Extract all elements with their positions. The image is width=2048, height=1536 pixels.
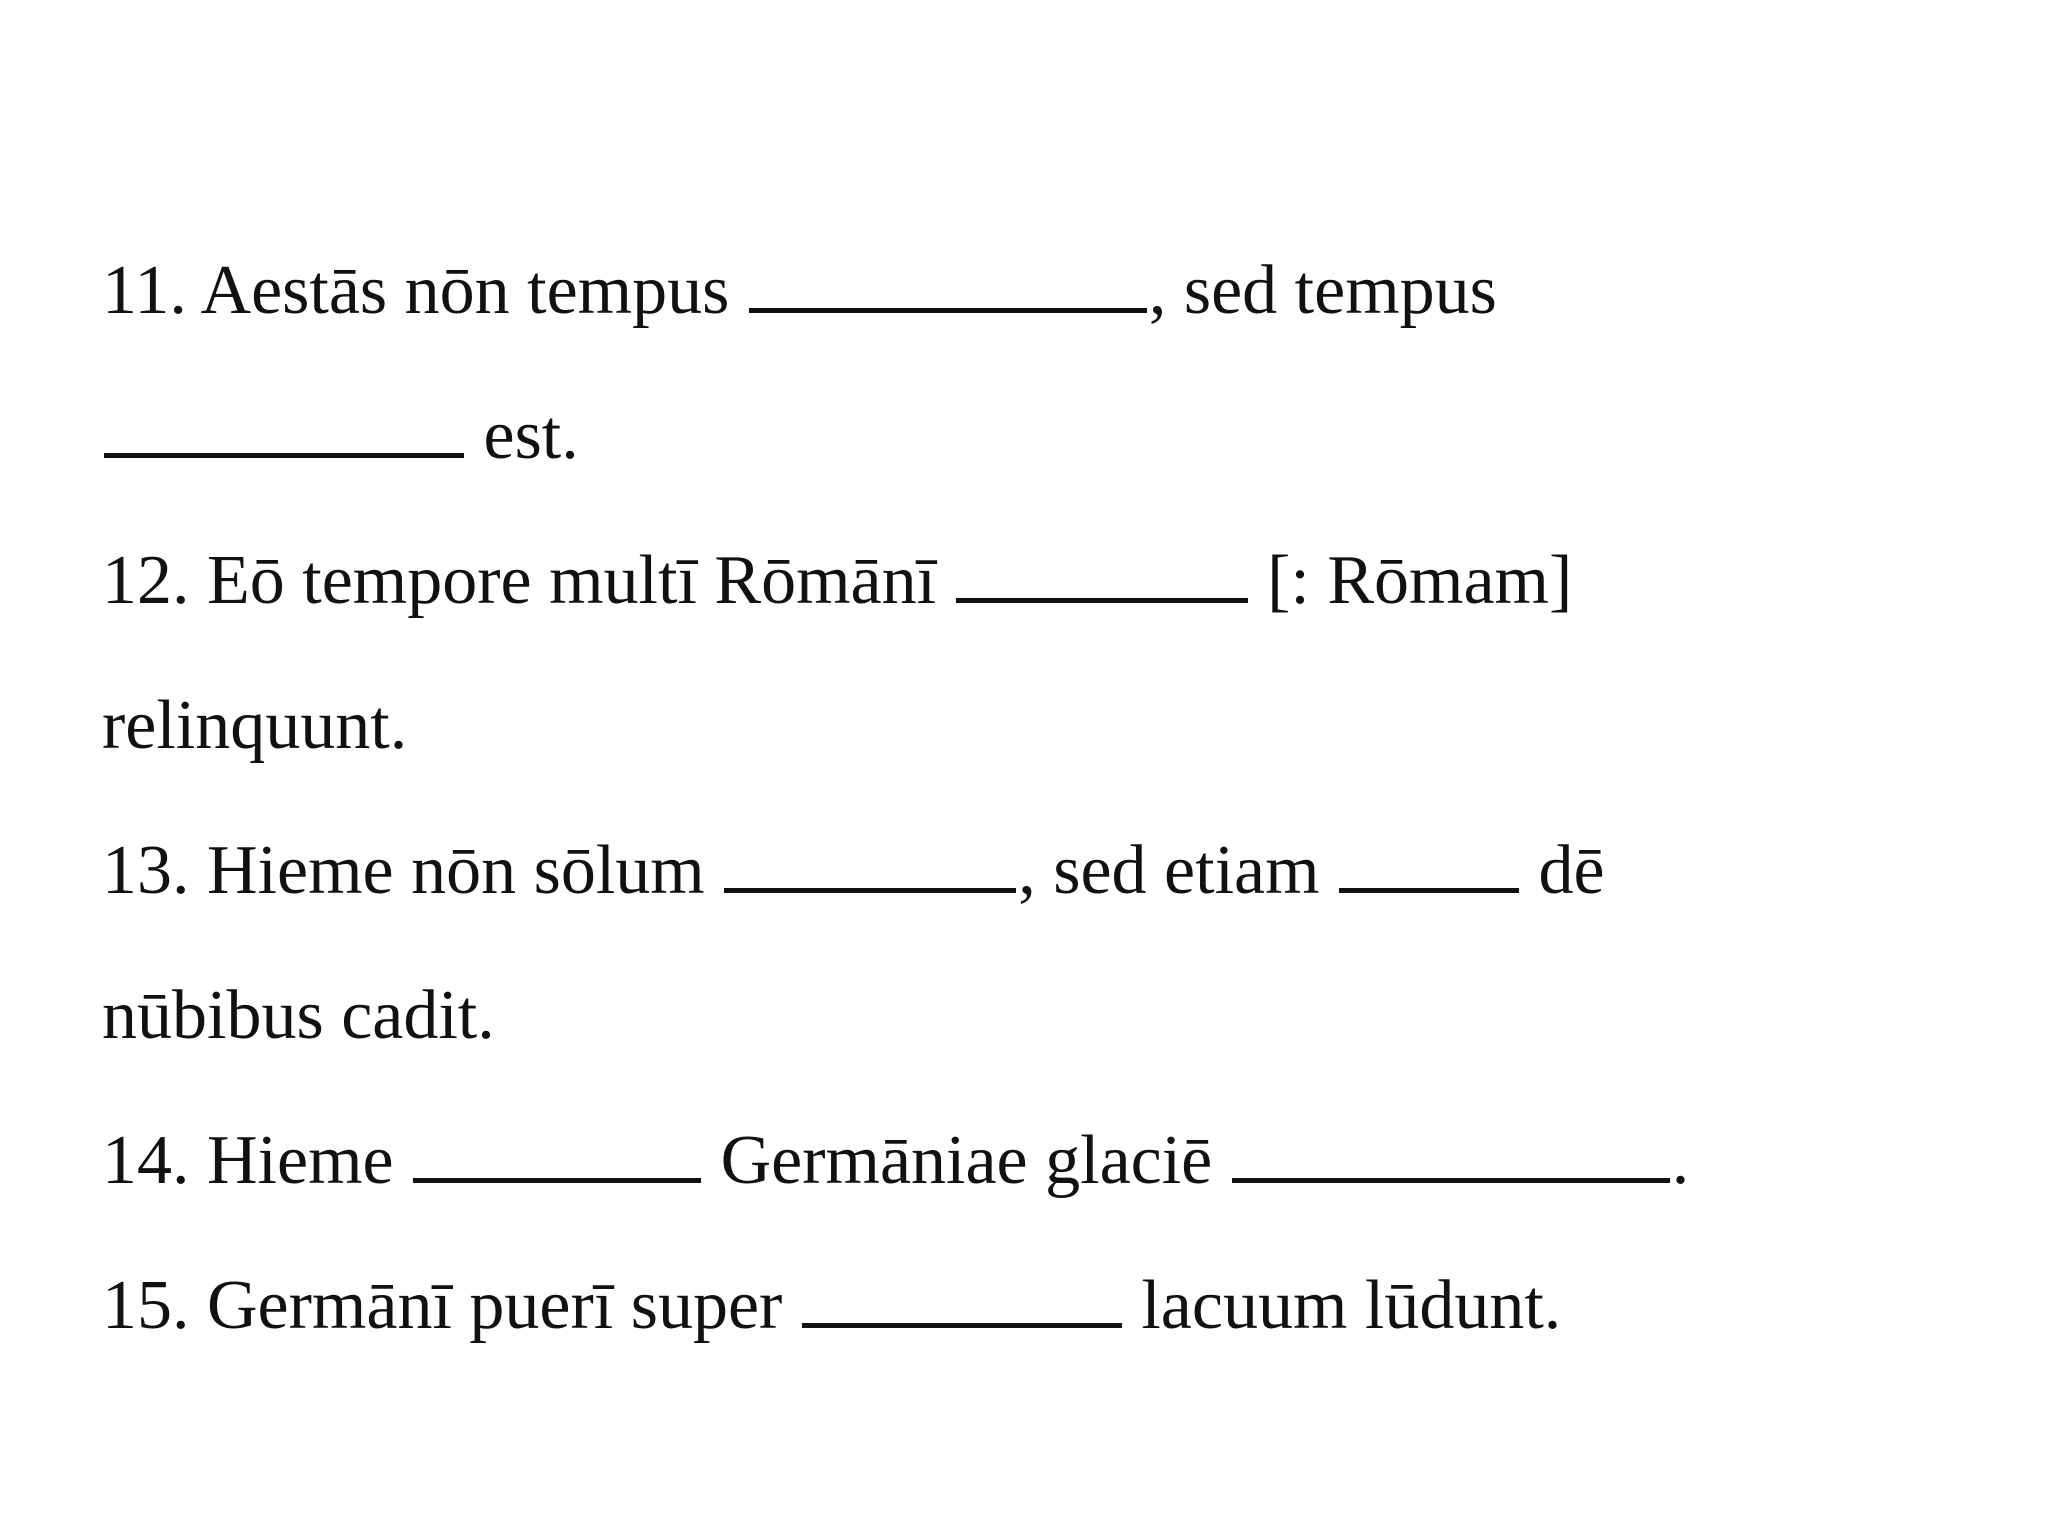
exercise-11-line-2	[102, 363, 1982, 508]
exercise-13-blank-2[interactable]	[1339, 825, 1519, 893]
exercise-14-blank-1[interactable]	[413, 1115, 701, 1183]
exercise-11-text-1: Aestās nōn tempus	[200, 252, 730, 329]
exercise-11-text-2: , sed tempus	[1148, 252, 1497, 329]
exercise-15-line-1	[102, 1233, 1982, 1378]
exercise-12-text-1: Eō tempore multī Rōmānī	[207, 542, 937, 619]
exercise-14-text-1: Hieme	[207, 1122, 394, 1199]
exercise-15-text-2: lacuum lūdunt.	[1141, 1267, 1562, 1344]
exercise-12-blank-1[interactable]	[956, 535, 1248, 603]
exercise-13-text-2: , sed etiam	[1018, 832, 1320, 909]
exercise-13-number: 13.	[102, 832, 190, 909]
exercise-15-blank-1[interactable]	[802, 1260, 1122, 1328]
exercise-12-text-2: [: Rōmam]	[1267, 542, 1573, 619]
exercise-13-blank-1[interactable]	[724, 825, 1016, 893]
exercise-11-blank-1[interactable]	[749, 245, 1147, 313]
exercise-11-line-1	[102, 218, 1982, 363]
exercise-11-number: 11.	[102, 252, 187, 329]
exercise-12-line-1	[102, 508, 1982, 653]
exercise-14-line-1	[102, 1088, 1982, 1233]
exercise-15-text-1: Germānī puerī super	[207, 1267, 783, 1344]
exercise-14-number: 14.	[102, 1122, 190, 1199]
exercise-11-text-3: est.	[483, 397, 579, 474]
exercise-13-text-1: Hieme nōn sōlum	[207, 832, 705, 909]
exercise-13-text-4: nūbibus cadit.	[102, 977, 495, 1054]
exercise-12-line-2	[102, 653, 1982, 798]
exercise-14-blank-2[interactable]	[1232, 1115, 1670, 1183]
exercise-13-line-2	[102, 943, 1982, 1088]
exercise-14-text-3: .	[1671, 1122, 1690, 1199]
exercise-15-number: 15.	[102, 1267, 190, 1344]
exercise-list	[102, 218, 1982, 1378]
exercise-11-blank-2[interactable]	[104, 390, 464, 458]
exercise-13-text-3: dē	[1538, 832, 1605, 909]
exercise-12-text-3: relinquunt.	[102, 687, 408, 764]
exercise-12-number: 12.	[102, 542, 190, 619]
exercise-13-line-1	[102, 798, 1982, 943]
exercise-14-text-2: Germāniae glaciē	[720, 1122, 1213, 1199]
